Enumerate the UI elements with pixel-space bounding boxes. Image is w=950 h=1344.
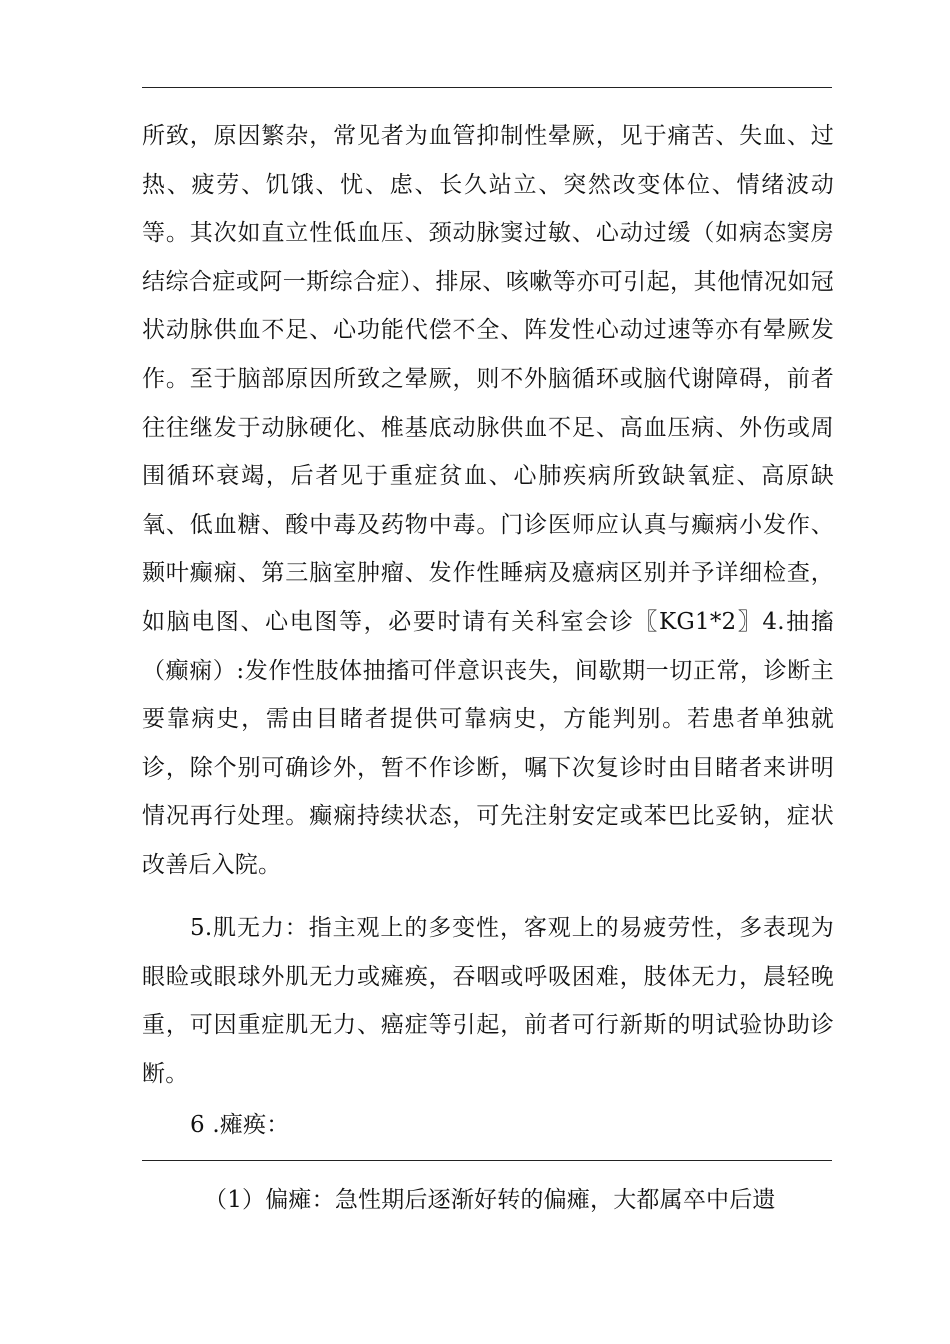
body-paragraph-fainting-and-epilepsy: 所致，原因繁杂，常见者为血管抑制性晕厥，见于痛苦、失血、过热、疲劳、饥饿、忧、虑、长久站立、突然改变体位、情绪波动等。其次如直立性低血压、颈动脉窦过敏、心动过缓（如病态窦房结综合症或阿一斯综合症）、排尿、咳嗽等亦可引起，其他情况如冠状动脉供血不足、心功能代偿不全、阵发性心动过速等亦有晕厥发作。至于脑部原因所致之晕厥，则不外脑循环或脑代谢障碍，前者往往继发于动脉硬化、椎基底动脉供血不足、高血压病、外伤或周围循环衰竭，后者见于重症贫血、心肺疾病所致缺氧症、高原缺氧、低血糖、酸中毒及药物中毒。门诊医师应认真与癫病小发作、颞叶癫痫、第三脑室肿瘤、发作性睡病及癔病区别并予详细检查，如脑电图、心电图等，必要时请有关科室会诊〖KG1*2〗4.抽搐（癫痫）:发作性肢体抽搐可伴意识丧失，间歇期一切正常，诊断主要靠病史，需由目睹者提供可靠病史，方能判别。若患者单独就诊，除个别可确诊外，暂不作诊断，嘱下次复诊时由目睹者来讲明情况再行处理。癫痫持续状态，可先注射安定或苯巴比妥钠，症状改善后入院。 [142,123,834,878]
body-paragraph-hemiplegia: （1）偏瘫：急性期后逐渐好转的偏瘫，大都属卒中后遗 [204,1187,776,1213]
section-heading-paralysis: 6 .瘫痪： [190,1112,290,1138]
body-paragraph-myasthenia: 5.肌无力：指主观上的多变性，客观上的易疲劳性，多表现为眼睑或眼球外肌无力或瘫痪，吞咽或呼吸困难，肢体无力，晨轻晚重，可因重症肌无力、癌症等引起，前者可行新斯的明试验协助诊断。 [142,915,834,1087]
header-rule [142,87,832,88]
footer-rule [142,1160,832,1161]
